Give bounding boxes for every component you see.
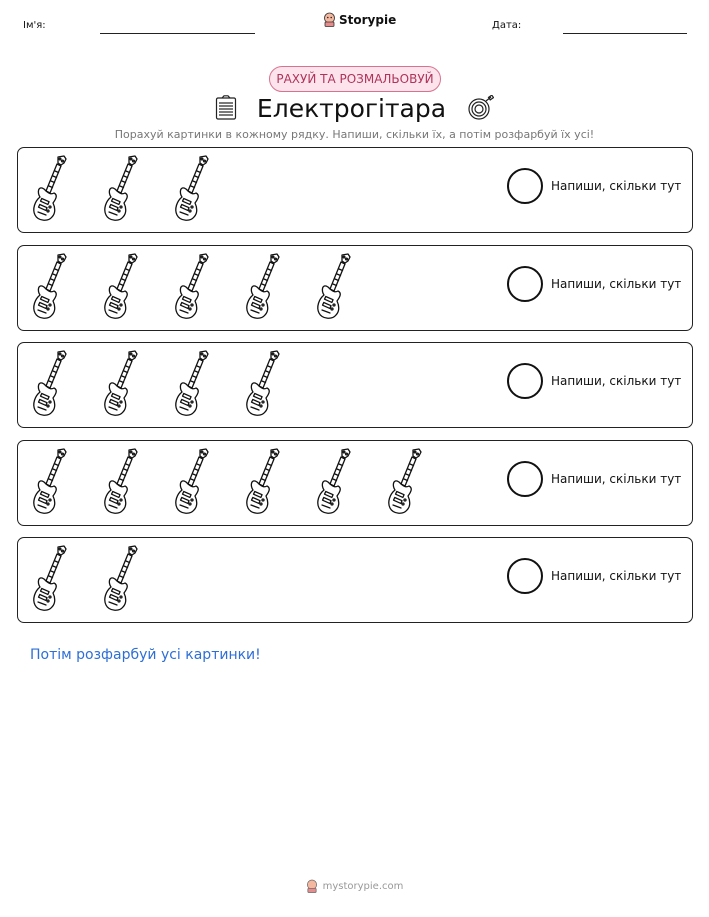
electric-guitar-icon[interactable] <box>26 253 97 321</box>
electric-guitar-icon[interactable] <box>26 350 97 418</box>
guitar-group <box>26 350 310 418</box>
count-prompt-label: Напиши, скільки тут <box>551 471 682 486</box>
count-prompt-label: Напиши, скільки тут <box>551 374 682 388</box>
electric-guitar-icon[interactable] <box>97 253 168 321</box>
name-label: Ім'я: <box>23 20 46 31</box>
counting-row <box>17 245 693 331</box>
count-prompt-label: Напиши, скільки тут <box>551 179 682 193</box>
guitar-group <box>26 253 381 321</box>
storypie-mascot-icon <box>323 12 336 27</box>
worksheet-header <box>0 0 709 50</box>
count-prompt-label: Напиши, скільки тут <box>551 276 682 291</box>
counting-rows <box>17 147 693 635</box>
electric-guitar-icon[interactable] <box>310 448 381 516</box>
counting-row <box>17 147 693 233</box>
guitar-group <box>26 448 452 516</box>
title-row <box>0 90 709 126</box>
electric-guitar-icon[interactable] <box>97 350 168 418</box>
page-title: Електрогітара <box>256 93 447 123</box>
answer-circle[interactable] <box>507 363 543 399</box>
counting-row <box>17 342 693 428</box>
name-field-line[interactable] <box>100 33 255 34</box>
activity-badge: РАХУЙ ТА РОЗМАЛЬОВУЙ <box>269 66 441 92</box>
guitar-group <box>26 155 239 223</box>
electric-guitar-icon[interactable] <box>97 155 168 223</box>
electric-guitar-icon[interactable] <box>168 253 239 321</box>
instructions-text: Порахуй картинки в кожному рядку. Напиши, скільки їх, а потім розфарбуй їх усі! <box>114 128 595 141</box>
date-label: Дата: <box>492 20 522 31</box>
answer-circle[interactable] <box>507 558 543 594</box>
electric-guitar-icon[interactable] <box>26 155 97 223</box>
electric-guitar-icon[interactable] <box>381 448 452 516</box>
cable-coil-icon <box>466 95 494 121</box>
count-prompt-label: Напиши, скільки тут <box>551 569 682 583</box>
electric-guitar-icon[interactable] <box>239 253 310 321</box>
electric-guitar-icon[interactable] <box>168 448 239 516</box>
counting-row <box>17 440 693 526</box>
electric-guitar-icon[interactable] <box>310 253 381 321</box>
footer-note: Потім розфарбуй усі картинки! <box>30 647 261 663</box>
electric-guitar-icon[interactable] <box>97 545 168 613</box>
electric-guitar-icon[interactable] <box>168 155 239 223</box>
storypie-mascot-icon <box>306 879 318 893</box>
electric-guitar-icon[interactable] <box>97 448 168 516</box>
date-field-line[interactable] <box>563 33 687 34</box>
electric-guitar-icon[interactable] <box>168 350 239 418</box>
footer-site: mystorypie.com <box>322 880 404 892</box>
brand-logo <box>323 12 396 27</box>
answer-circle[interactable] <box>507 266 543 302</box>
page-footer <box>0 879 709 893</box>
brand-name: Storypie <box>339 12 397 27</box>
electric-guitar-icon[interactable] <box>26 448 97 516</box>
amplifier-icon <box>215 95 237 121</box>
guitar-group <box>26 545 168 613</box>
answer-circle[interactable] <box>507 168 543 204</box>
electric-guitar-icon[interactable] <box>239 350 310 418</box>
counting-row <box>17 537 693 623</box>
electric-guitar-icon[interactable] <box>239 448 310 516</box>
answer-circle[interactable] <box>507 461 543 497</box>
electric-guitar-icon[interactable] <box>26 545 97 613</box>
